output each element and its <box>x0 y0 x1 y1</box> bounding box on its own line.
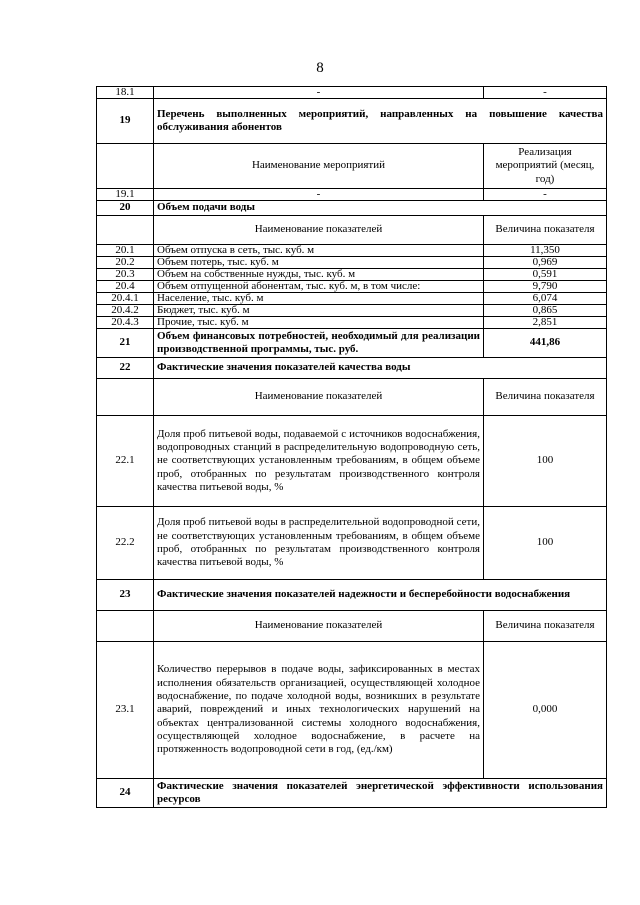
header-row <box>97 379 607 416</box>
section-row <box>97 329 607 358</box>
section-number: 21 <box>97 329 154 358</box>
table-row <box>97 189 607 201</box>
row-name: Количество перерывов в подаче воды, зафиксированных в местах исполнения обязательств организацией, осуществляющей холодное водоснабжение, по подаче холодной воды, возникших в результате аварий, повреждений и иных технологических нарушений на объектах централизованной системы холодного водоснабжения, осуществляющей холодное водоснабжение, в расчете на протяженность водопроводной сети в год, (ед./км) <box>154 642 484 779</box>
section-title: Объем подачи воды <box>154 201 607 216</box>
row-value: 0,969 <box>484 257 607 269</box>
row-name: - <box>154 189 484 201</box>
row-value: 11,350 <box>484 245 607 257</box>
section-row <box>97 99 607 144</box>
column-header-value: Величина показателя <box>484 216 607 245</box>
header-row <box>97 216 607 245</box>
column-header-value: Величина показателя <box>484 611 607 642</box>
row-number: 23.1 <box>97 642 154 779</box>
section-title: Фактические значения показателей качества воды <box>154 358 607 379</box>
row-name: Доля проб питьевой воды, подаваемой с источников водоснабжения, водопроводных станций в распределительную водопроводную сеть, не соответствующих установленным требованиям, в общем объеме проб, отобранных по результатам производственного контроля качества питьевой воды, % <box>154 416 484 507</box>
section-row <box>97 201 607 216</box>
row-name: Объем потерь, тыс. куб. м <box>154 257 484 269</box>
table-row <box>97 305 607 317</box>
row-name: Бюджет, тыс. куб. м <box>154 305 484 317</box>
empty-cell <box>97 611 154 642</box>
section-title: Перечень выполненных мероприятий, направленных на повышение качества обслуживания абонентов <box>154 99 607 144</box>
table-row <box>97 642 607 779</box>
column-header-name: Наименование показателей <box>154 216 484 245</box>
row-value: 2,851 <box>484 317 607 329</box>
column-header-name: Наименование показателей <box>154 379 484 416</box>
column-header-value: Величина показателя <box>484 379 607 416</box>
table-row <box>97 416 607 507</box>
empty-cell <box>97 216 154 245</box>
table-row <box>97 269 607 281</box>
row-name: Прочие, тыс. куб. м <box>154 317 484 329</box>
section-title: Фактические значения показателей надежности и бесперебойности водоснабжения <box>154 580 607 611</box>
table-row <box>97 87 607 99</box>
row-name: Доля проб питьевой воды в распределительной водопроводной сети, не соответствующих установленным требованиям, в общем объеме проб, отобранных по результатам производственного контроля качества питьевой воды, % <box>154 507 484 580</box>
column-header-value: Реализация мероприятий (месяц, год) <box>484 144 607 189</box>
empty-cell <box>97 144 154 189</box>
row-value: 6,074 <box>484 293 607 305</box>
row-number: 20.2 <box>97 257 154 269</box>
section-number: 20 <box>97 201 154 216</box>
column-header-name: Наименование показателей <box>154 611 484 642</box>
table-row <box>97 317 607 329</box>
section-number: 22 <box>97 358 154 379</box>
row-name: Объем отпущенной абонентам, тыс. куб. м, в том числе: <box>154 281 484 293</box>
section-number: 19 <box>97 99 154 144</box>
row-value: 0,591 <box>484 269 607 281</box>
section-row <box>97 779 607 808</box>
report-table <box>96 86 607 808</box>
table-row <box>97 281 607 293</box>
table-row <box>97 257 607 269</box>
section-title: Фактические значения показателей энергетической эффективности использования ресурсов <box>154 779 607 808</box>
section-value: 441,86 <box>484 329 607 358</box>
row-value: 100 <box>484 507 607 580</box>
row-number: 19.1 <box>97 189 154 201</box>
row-value: - <box>484 189 607 201</box>
column-header-name: Наименование мероприятий <box>154 144 484 189</box>
row-number: 18.1 <box>97 87 154 99</box>
section-row <box>97 580 607 611</box>
empty-cell <box>97 379 154 416</box>
row-value: 100 <box>484 416 607 507</box>
section-number: 24 <box>97 779 154 808</box>
header-row <box>97 144 607 189</box>
row-value: 9,790 <box>484 281 607 293</box>
table-row <box>97 293 607 305</box>
table-row <box>97 245 607 257</box>
section-row <box>97 358 607 379</box>
section-number: 23 <box>97 580 154 611</box>
table-row <box>97 507 607 580</box>
row-value: 0,000 <box>484 642 607 779</box>
row-number: 20.1 <box>97 245 154 257</box>
row-number: 20.4.1 <box>97 293 154 305</box>
row-number: 20.4 <box>97 281 154 293</box>
row-number: 22.2 <box>97 507 154 580</box>
row-name: Объем на собственные нужды, тыс. куб. м <box>154 269 484 281</box>
row-name: Объем отпуска в сеть, тыс. куб. м <box>154 245 484 257</box>
row-number: 20.3 <box>97 269 154 281</box>
row-number: 20.4.2 <box>97 305 154 317</box>
section-title: Объем финансовых потребностей, необходимый для реализации производственной программы, тыс. руб. <box>154 329 484 358</box>
row-name: - <box>154 87 484 99</box>
page-number: 8 <box>316 60 324 76</box>
row-value: - <box>484 87 607 99</box>
header-row <box>97 611 607 642</box>
row-number: 22.1 <box>97 416 154 507</box>
row-value: 0,865 <box>484 305 607 317</box>
row-number: 20.4.3 <box>97 317 154 329</box>
row-name: Население, тыс. куб. м <box>154 293 484 305</box>
